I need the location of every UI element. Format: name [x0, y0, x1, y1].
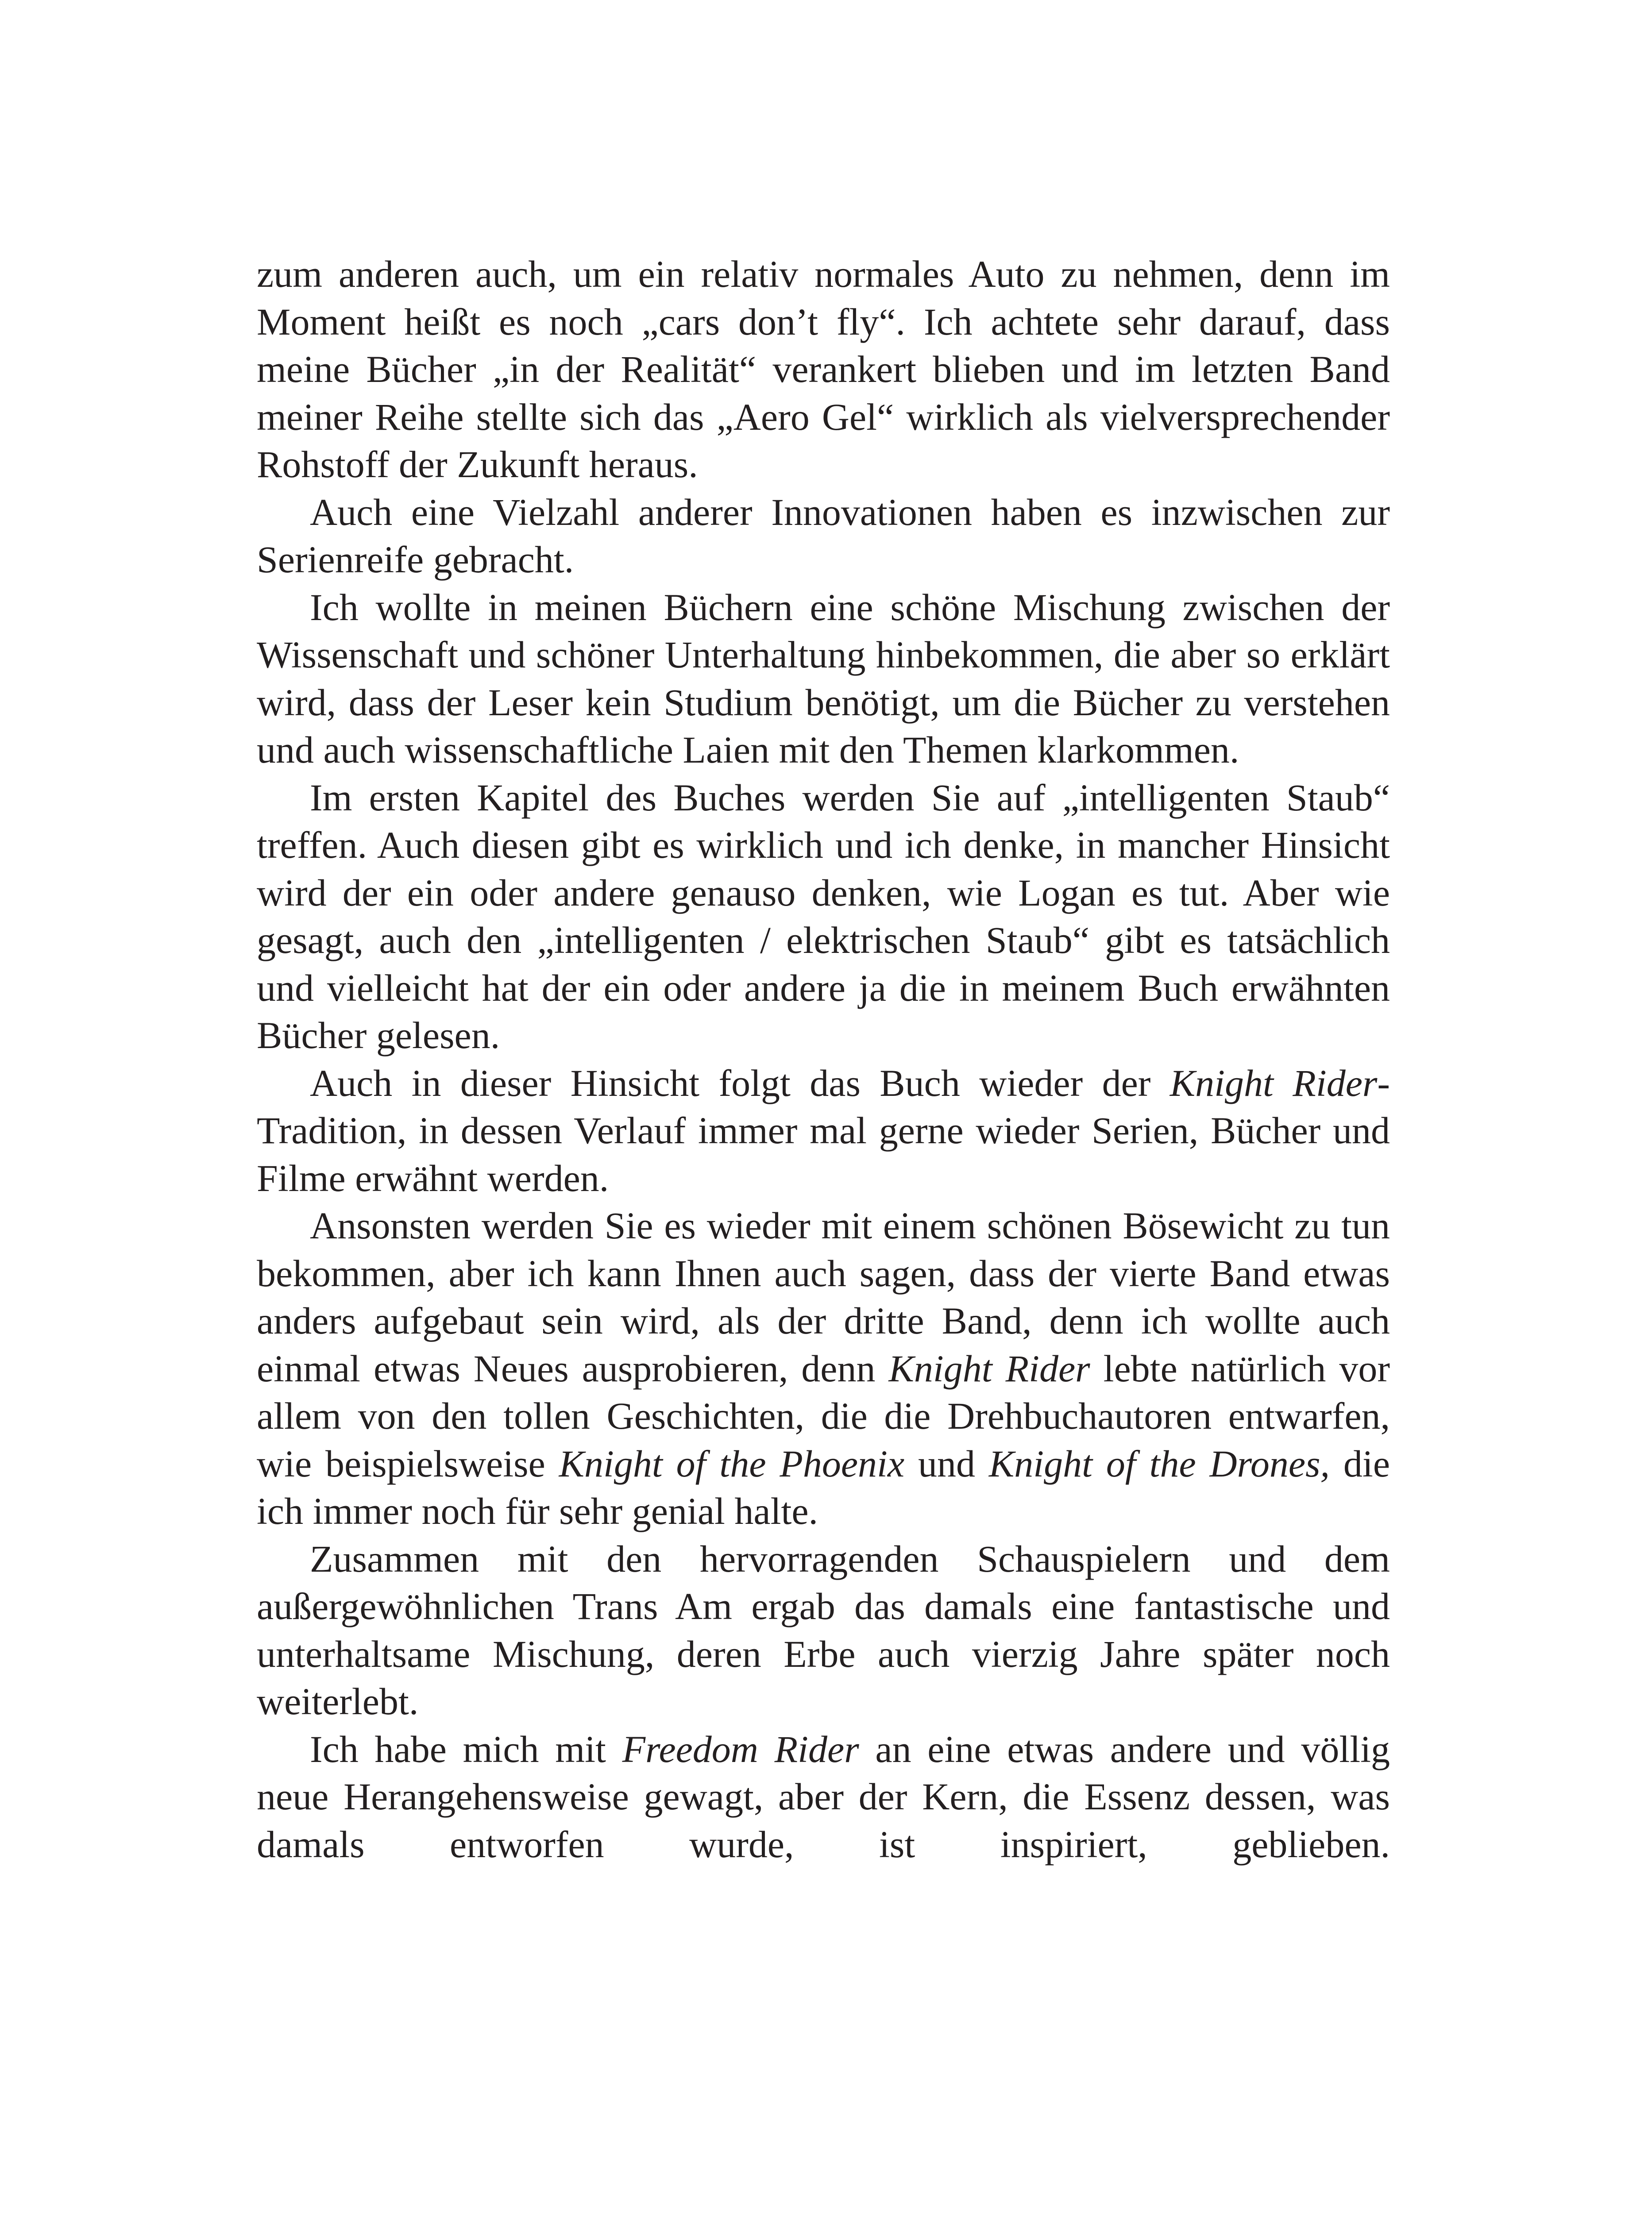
- text-segment: an eine etwas andere und völlig neue Herangehensweise gewagt, aber der Kern, die Essenz dessen, was damals entworfen wurde, ist inspiriert, geblieben.: [257, 1727, 1390, 1866]
- text-segment: und: [904, 1442, 989, 1485]
- text-segment: - Tradition, in dessen Verlauf immer mal gerne wieder Serien, Bücher und Filme erwähnt werden.: [257, 1061, 1390, 1199]
- paragraph: [257, 1726, 1390, 1869]
- italic-title-text: Knight Rider: [1170, 1061, 1378, 1104]
- italic-title-text: Freedom Rider: [622, 1727, 859, 1770]
- text-segment: die ich immer noch für sehr genial halte.: [257, 1442, 1390, 1532]
- italic-title-text: Knight of the Drones,: [988, 1442, 1330, 1485]
- italic-title-text: Knight of the Phoenix: [559, 1442, 905, 1485]
- paragraph: [257, 1060, 1390, 1203]
- text-segment: lebte natürlich vor allem von den tollen Geschichten, die die Drehbuchautoren entwarfen, wie beispielsweise: [257, 1347, 1390, 1485]
- paragraph: [257, 584, 1390, 774]
- italic-title-text: Knight Rider: [888, 1347, 1090, 1390]
- paragraph: [257, 489, 1390, 584]
- text-segment: Auch in dieser Hinsicht folgt das Buch wieder der: [310, 1061, 1170, 1104]
- text-segment: zum anderen auch, um ein relativ normales Auto zu nehmen, denn im Moment heißt es noch „cars don’t fly“. Ich achtete sehr darauf, dass meine Bücher „in der Realität“ verankert blieben und im letzten Band meiner Reihe stellte sich das „Aero Gel“ wirklich als vielversprechender Rohstoff der Zukunft heraus.: [257, 253, 1390, 486]
- text-segment: Ich wollte in meinen Büchern eine schöne Mischung zwischen der Wissenschaft und schöner Unterhaltung hinbekommen, die aber so erklärt wird, dass der Leser kein Studium benötigt, um die Bücher zu verstehen und auch wissenschaftliche Laien mit den Themen klarkommen.: [257, 586, 1390, 771]
- text-segment: Auch eine Vielzahl anderer Innovationen haben es inzwischen zur Serienreife gebracht.: [257, 490, 1390, 581]
- paragraph: [257, 1202, 1390, 1535]
- paragraph: [257, 774, 1390, 1060]
- text-segment: Ansonsten werden Sie es wieder mit einem schönen Bösewicht zu tun bekommen, aber ich kann Ihnen auch sagen, dass der vierte Band etwas anders aufgebaut sein wird, als der dritte Band, denn ich wollte auch einmal etwas Neues ausprobieren, denn: [257, 1204, 1390, 1390]
- paragraph: [257, 1535, 1390, 1726]
- body-text: [257, 251, 1390, 1868]
- text-segment: Im ersten Kapitel des Buches werden Sie auf „intelligenten Staub“ treffen. Auch diesen gibt es wirklich und ich denke, in mancher Hinsicht wird der ein oder andere genauso denken, wie Logan es tut. Aber wie gesagt, auch den „intelligenten / elektrischen Staub“ gibt es tatsächlich und vielleicht hat der ein oder andere ja die in meinem Buch erwähnten Bücher gelesen.: [257, 776, 1390, 1056]
- text-segment: Ich habe mich mit: [310, 1727, 622, 1770]
- paragraph: [257, 251, 1390, 489]
- text-segment: Zusammen mit den hervorragenden Schauspielern und dem außergewöhnlichen Trans Am ergab das damals eine fantastische und unterhaltsame Mischung, deren Erbe auch vierzig Jahre später noch weiterlebt.: [257, 1537, 1390, 1723]
